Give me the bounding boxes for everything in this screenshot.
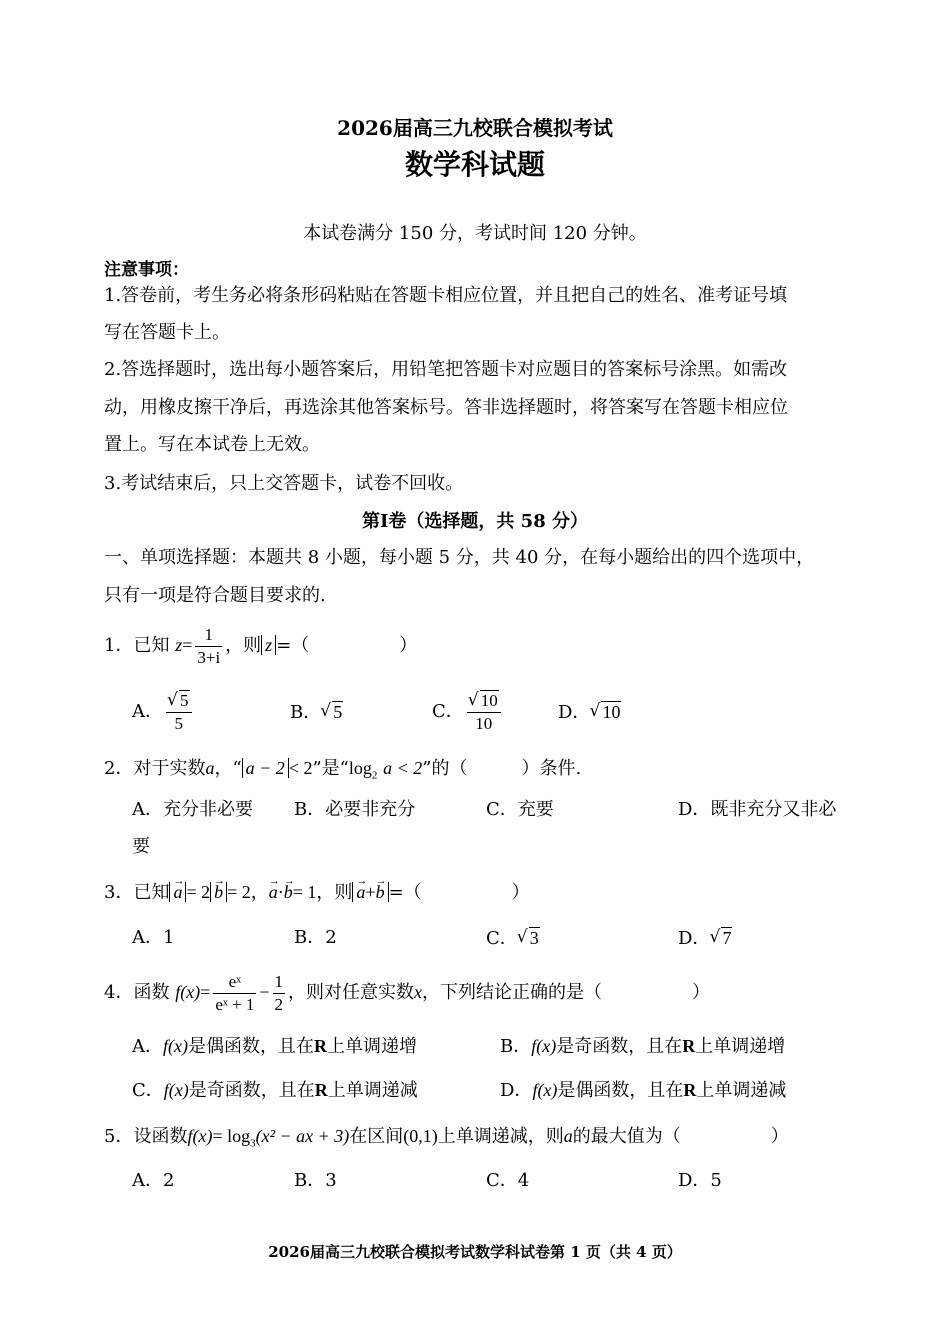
question-4-option-c[interactable]: C．f(x)是奇函数，且在R上单调递减 [132, 1080, 418, 1101]
notice-item-2-line-2: 动，用橡皮擦干净后，再选涂其他答案标号。答非选择题时，将答案写在答题卡相应位 [104, 397, 788, 418]
question-4-stem: 4．函数 f(x)= $\frac{\text{eˣ}}{\text{eˣ + 1}}$ − $\frac{1}{2}$ ，则对任意实数x，下列结论正确的是（ ） [104, 971, 711, 1014]
question-5-number: 5． [104, 1126, 134, 1147]
notice-item-1-line-1: 1.答卷前，考生务必将条形码粘贴在答题卡相应位置，并且把自己的姓名、准考证号填 [104, 285, 788, 306]
question-4-option-b[interactable]: B．f(x)是奇函数，且在R上单调递增 [500, 1036, 786, 1057]
question-3-number: 3． [104, 882, 134, 903]
question-5-option-d[interactable]: D．5 [678, 1170, 722, 1191]
question-2-option-d-continued: 要 [132, 836, 150, 857]
question-2-option-d[interactable]: D．既非充分又非必 [678, 799, 837, 820]
question-1-option-d[interactable]: D．√ 10 [558, 700, 621, 725]
question-4-option-a[interactable]: A．f(x)是偶函数，且在R上单调递增 [132, 1036, 417, 1057]
question-2-option-c[interactable]: C．充要 [486, 799, 554, 820]
question-3-option-c[interactable]: C．√ 3 [486, 926, 540, 951]
exam-info: 本试卷满分 150 分，考试时间 120 分钟。 [303, 223, 647, 244]
question-4-fraction-2: $\frac{1}{2}$ [274, 971, 284, 1014]
question-5-stem: 5．设函数$f(x)= \log_3(x^2$ − ax + 3)在区间(0,1)上单调递减，则a的最大值为（ ） [104, 1126, 789, 1150]
question-1-option-b[interactable]: B．√ 5 [290, 700, 343, 725]
question-3-stem: 3．已知→ a = 2→ b = 2，→ a·→ b= 1，则→ a+→ b =（ ） [104, 880, 530, 905]
question-2-number: 2． [104, 758, 134, 779]
question-1-number: 1． [104, 635, 134, 656]
question-2-option-a[interactable]: A．充分非必要 [132, 799, 253, 820]
question-5-option-a[interactable]: A．2 [132, 1170, 175, 1191]
question-1-option-a[interactable]: A． √ $\frac{5}{5}$ [132, 688, 195, 736]
question-1-fraction: $\frac{1}{3+i}$ [197, 624, 221, 667]
question-4-fraction-1: $\frac{\text{eˣ}}{\text{eˣ + 1}}$ [215, 971, 255, 1014]
notice-heading: 注意事项： [104, 260, 189, 280]
question-2-option-b[interactable]: B．必要非充分 [294, 799, 416, 820]
section-intro-line-2: 只有一项是符合题目要求的. [104, 585, 326, 606]
notice-item-1-line-2: 写在答题卡上。 [104, 322, 230, 343]
question-5-option-c[interactable]: C．4 [486, 1170, 530, 1191]
notice-item-2-line-1: 2.答选择题时，选出每小题答案后，用铅笔把答题卡对应题目的答案标号涂黑。如需改 [104, 359, 788, 380]
question-4-number: 4． [104, 982, 134, 1003]
question-1-option-c[interactable]: C． √ $\frac{10}{10}$ [432, 688, 504, 736]
question-3-option-b[interactable]: B．2 [294, 927, 337, 948]
question-1-stem: 1．已知 z= $\frac{1}{3+i}$ ，则 z =（ ） [104, 624, 418, 667]
question-3-option-a[interactable]: A．1 [132, 927, 175, 948]
exam-title: 2026届高三九校联合模拟考试 [337, 116, 613, 140]
question-2-stem: 2．对于实数a，“ a − 2 < 2”是“$\log_2$ a < 2”的（ ）条件. [104, 758, 582, 782]
section-title: 第Ⅰ卷（选择题，共 58 分） [361, 511, 588, 532]
section-intro-line-1: 一、单项选择题：本题共 8 小题，每小题 5 分，共 40 分，在每小题给出的四个选项中， [104, 547, 815, 568]
question-3-option-d[interactable]: D．√ 7 [678, 926, 732, 951]
notice-item-3: 3.考试结束后，只上交答题卡，试卷不回收。 [104, 473, 464, 494]
question-4-option-d[interactable]: D．f(x)是偶函数，且在R上单调递减 [500, 1080, 787, 1101]
notice-item-2-line-3: 置上。写在本试卷上无效。 [104, 434, 320, 455]
question-5-option-b[interactable]: B．3 [294, 1170, 337, 1191]
subject-title: 数学科试题 [404, 148, 545, 181]
page-footer: 2026届高三九校联合模拟考试数学科试卷第 1 页（共 4 页） [268, 1243, 682, 1261]
